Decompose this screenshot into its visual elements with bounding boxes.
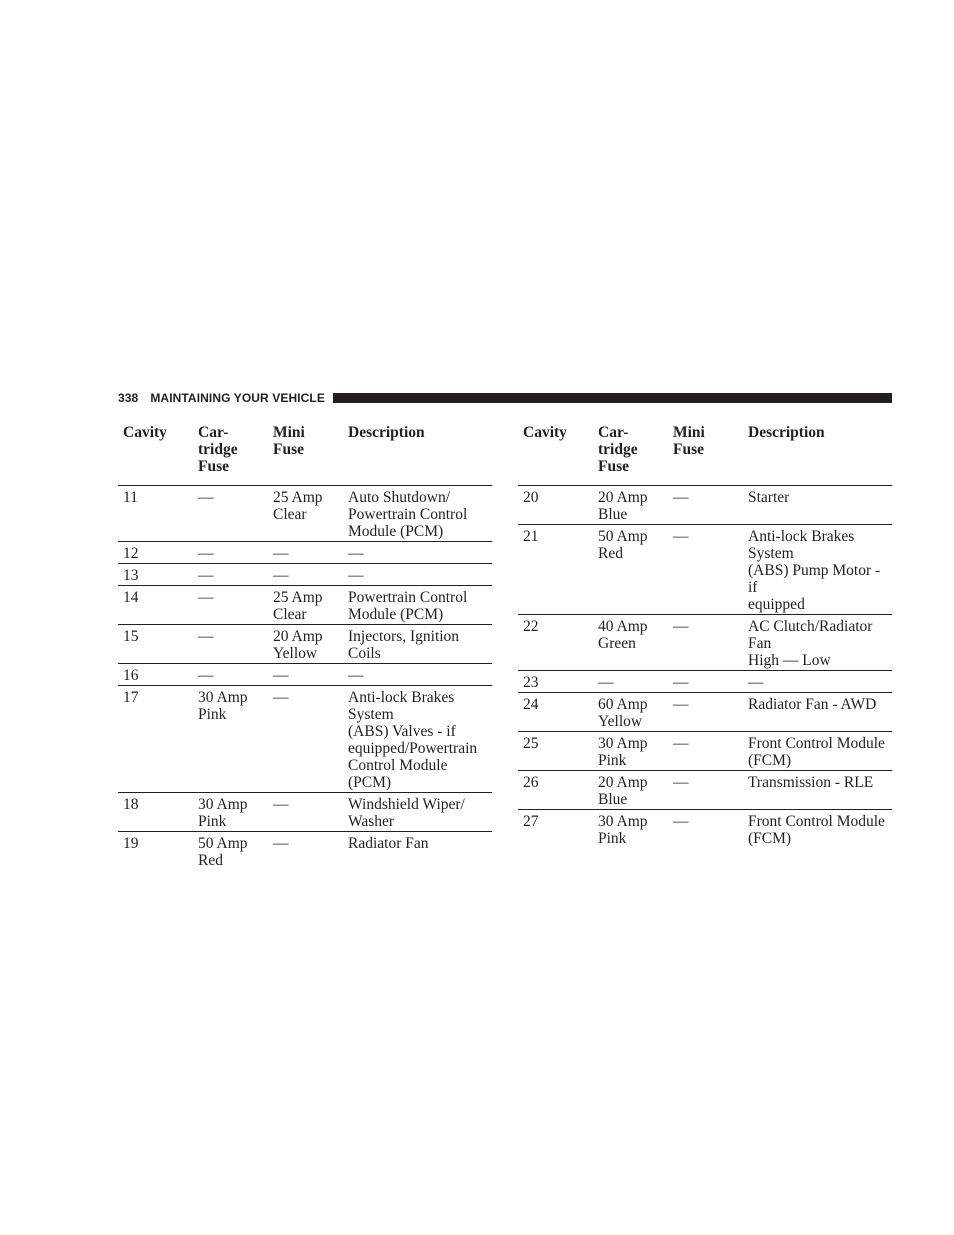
cell-description: Transmission - RLE bbox=[743, 771, 892, 810]
cell-description: Auto Shutdown/ Powertrain Control Module (PCM) bbox=[343, 486, 492, 542]
cell-cavity: 11 bbox=[118, 486, 193, 542]
cell-mini-fuse: — bbox=[668, 525, 743, 615]
cell-description: Front Control Module (FCM) bbox=[743, 732, 892, 771]
cell-description: — bbox=[743, 671, 892, 693]
cell-mini-fuse: — bbox=[668, 486, 743, 525]
cell-description: Starter bbox=[743, 486, 892, 525]
table-row bbox=[518, 525, 892, 615]
cell-cartridge-fuse: 20 Amp Blue bbox=[593, 771, 668, 810]
cell-description: — bbox=[343, 664, 492, 686]
cell-mini-fuse: — bbox=[268, 793, 343, 832]
cell-description: Radiator Fan bbox=[348, 835, 429, 852]
page-header bbox=[118, 390, 892, 406]
cell-cartridge-fuse: — bbox=[193, 486, 268, 542]
cell-description: Front Control Module (FCM) bbox=[748, 813, 885, 847]
section-title: MAINTAINING YOUR VEHICLE bbox=[150, 391, 325, 405]
cell-cartridge-fuse: — bbox=[193, 586, 268, 625]
cell-description: Anti-lock Brakes System (ABS) Valves - if equipped/Powertrain Control Module (PCM) bbox=[343, 686, 492, 793]
cell-description: Radiator Fan - AWD bbox=[743, 693, 892, 732]
cell-cartridge-fuse: — bbox=[193, 542, 268, 564]
column-header-cartridge-fuse: Car- tridge Fuse bbox=[193, 423, 268, 486]
table-row bbox=[518, 671, 892, 693]
fuse-table-left bbox=[118, 423, 492, 870]
cell-cavity: 27 bbox=[523, 813, 539, 830]
fuse-table-right bbox=[518, 423, 892, 848]
cell-cartridge-fuse: — bbox=[193, 625, 268, 664]
cell-mini-fuse: 20 Amp Yellow bbox=[268, 625, 343, 664]
cell-mini-fuse: — bbox=[268, 564, 343, 586]
cell-cavity: 26 bbox=[518, 771, 593, 810]
cell-cavity: 13 bbox=[118, 564, 193, 586]
table-row bbox=[118, 586, 492, 625]
cell-cartridge-fuse: — bbox=[193, 664, 268, 686]
cell-cartridge-fuse: 60 Amp Yellow bbox=[593, 693, 668, 732]
table-row bbox=[518, 732, 892, 771]
table-row bbox=[518, 810, 892, 849]
cell-description: — bbox=[343, 542, 492, 564]
cell-description: — bbox=[343, 564, 492, 586]
cell-cartridge-fuse: 50 Amp Red bbox=[198, 835, 248, 869]
table-row bbox=[118, 793, 492, 832]
cell-mini-fuse: — bbox=[268, 542, 343, 564]
header-rule bbox=[333, 393, 892, 403]
cell-mini-fuse: — bbox=[668, 732, 743, 771]
page-number: 338 bbox=[118, 391, 139, 405]
table-header-row bbox=[518, 423, 892, 486]
cell-cartridge-fuse: 50 Amp Red bbox=[593, 525, 668, 615]
cell-description: Anti-lock Brakes System (ABS) Pump Motor - if equipped bbox=[743, 525, 892, 615]
column-header-description: Description bbox=[343, 423, 492, 486]
table-row bbox=[118, 486, 492, 542]
cell-cartridge-fuse: 40 Amp Green bbox=[593, 615, 668, 671]
cell-mini-fuse: — bbox=[668, 671, 743, 693]
cell-cavity: 15 bbox=[118, 625, 193, 664]
cell-mini-fuse: — bbox=[273, 835, 289, 852]
cell-mini-fuse: 25 Amp Clear bbox=[268, 486, 343, 542]
table-row bbox=[518, 693, 892, 732]
cell-mini-fuse: 25 Amp Clear bbox=[268, 586, 343, 625]
cell-cavity: 12 bbox=[118, 542, 193, 564]
cell-cavity: 19 bbox=[123, 835, 139, 852]
table-row bbox=[118, 542, 492, 564]
table-row bbox=[118, 686, 492, 793]
cell-cartridge-fuse: — bbox=[593, 671, 668, 693]
cell-mini-fuse: — bbox=[268, 686, 343, 793]
cell-description: Injectors, Ignition Coils bbox=[343, 625, 492, 664]
table-header-row bbox=[118, 423, 492, 486]
column-header-description: Description bbox=[743, 423, 892, 486]
cell-description: Windshield Wiper/ Washer bbox=[343, 793, 492, 832]
cell-cavity: 25 bbox=[518, 732, 593, 771]
table-row bbox=[118, 832, 492, 871]
cell-cartridge-fuse: 30 Amp Pink bbox=[193, 686, 268, 793]
column-header-mini-fuse: Mini Fuse bbox=[668, 423, 743, 486]
cell-cavity: 14 bbox=[118, 586, 193, 625]
cell-cavity: 17 bbox=[118, 686, 193, 793]
cell-mini-fuse: — bbox=[668, 615, 743, 671]
cell-cavity: 21 bbox=[518, 525, 593, 615]
cell-mini-fuse: — bbox=[673, 813, 689, 830]
column-header-cartridge-fuse: Car- tridge Fuse bbox=[593, 423, 668, 486]
cell-cavity: 22 bbox=[518, 615, 593, 671]
table-row bbox=[518, 615, 892, 671]
cell-cavity: 20 bbox=[518, 486, 593, 525]
cell-description: AC Clutch/Radiator Fan High — Low bbox=[743, 615, 892, 671]
cell-cavity: 18 bbox=[118, 793, 193, 832]
cell-mini-fuse: — bbox=[268, 664, 343, 686]
table-row bbox=[118, 625, 492, 664]
cell-cartridge-fuse: 30 Amp Pink bbox=[193, 793, 268, 832]
table-row bbox=[118, 664, 492, 686]
cell-description: Powertrain Control Module (PCM) bbox=[343, 586, 492, 625]
table-row bbox=[118, 564, 492, 586]
cell-mini-fuse: — bbox=[668, 693, 743, 732]
cell-cavity: 16 bbox=[118, 664, 193, 686]
cell-cavity: 24 bbox=[518, 693, 593, 732]
column-header-cavity: Cavity bbox=[118, 423, 193, 486]
column-header-mini-fuse: Mini Fuse bbox=[268, 423, 343, 486]
table-row bbox=[518, 486, 892, 525]
cell-cartridge-fuse: — bbox=[193, 564, 268, 586]
cell-cavity: 23 bbox=[518, 671, 593, 693]
cell-mini-fuse: — bbox=[668, 771, 743, 810]
column-header-cavity: Cavity bbox=[518, 423, 593, 486]
cell-cartridge-fuse: 20 Amp Blue bbox=[593, 486, 668, 525]
cell-cartridge-fuse: 30 Amp Pink bbox=[598, 813, 648, 847]
table-row bbox=[518, 771, 892, 810]
cell-cartridge-fuse: 30 Amp Pink bbox=[593, 732, 668, 771]
